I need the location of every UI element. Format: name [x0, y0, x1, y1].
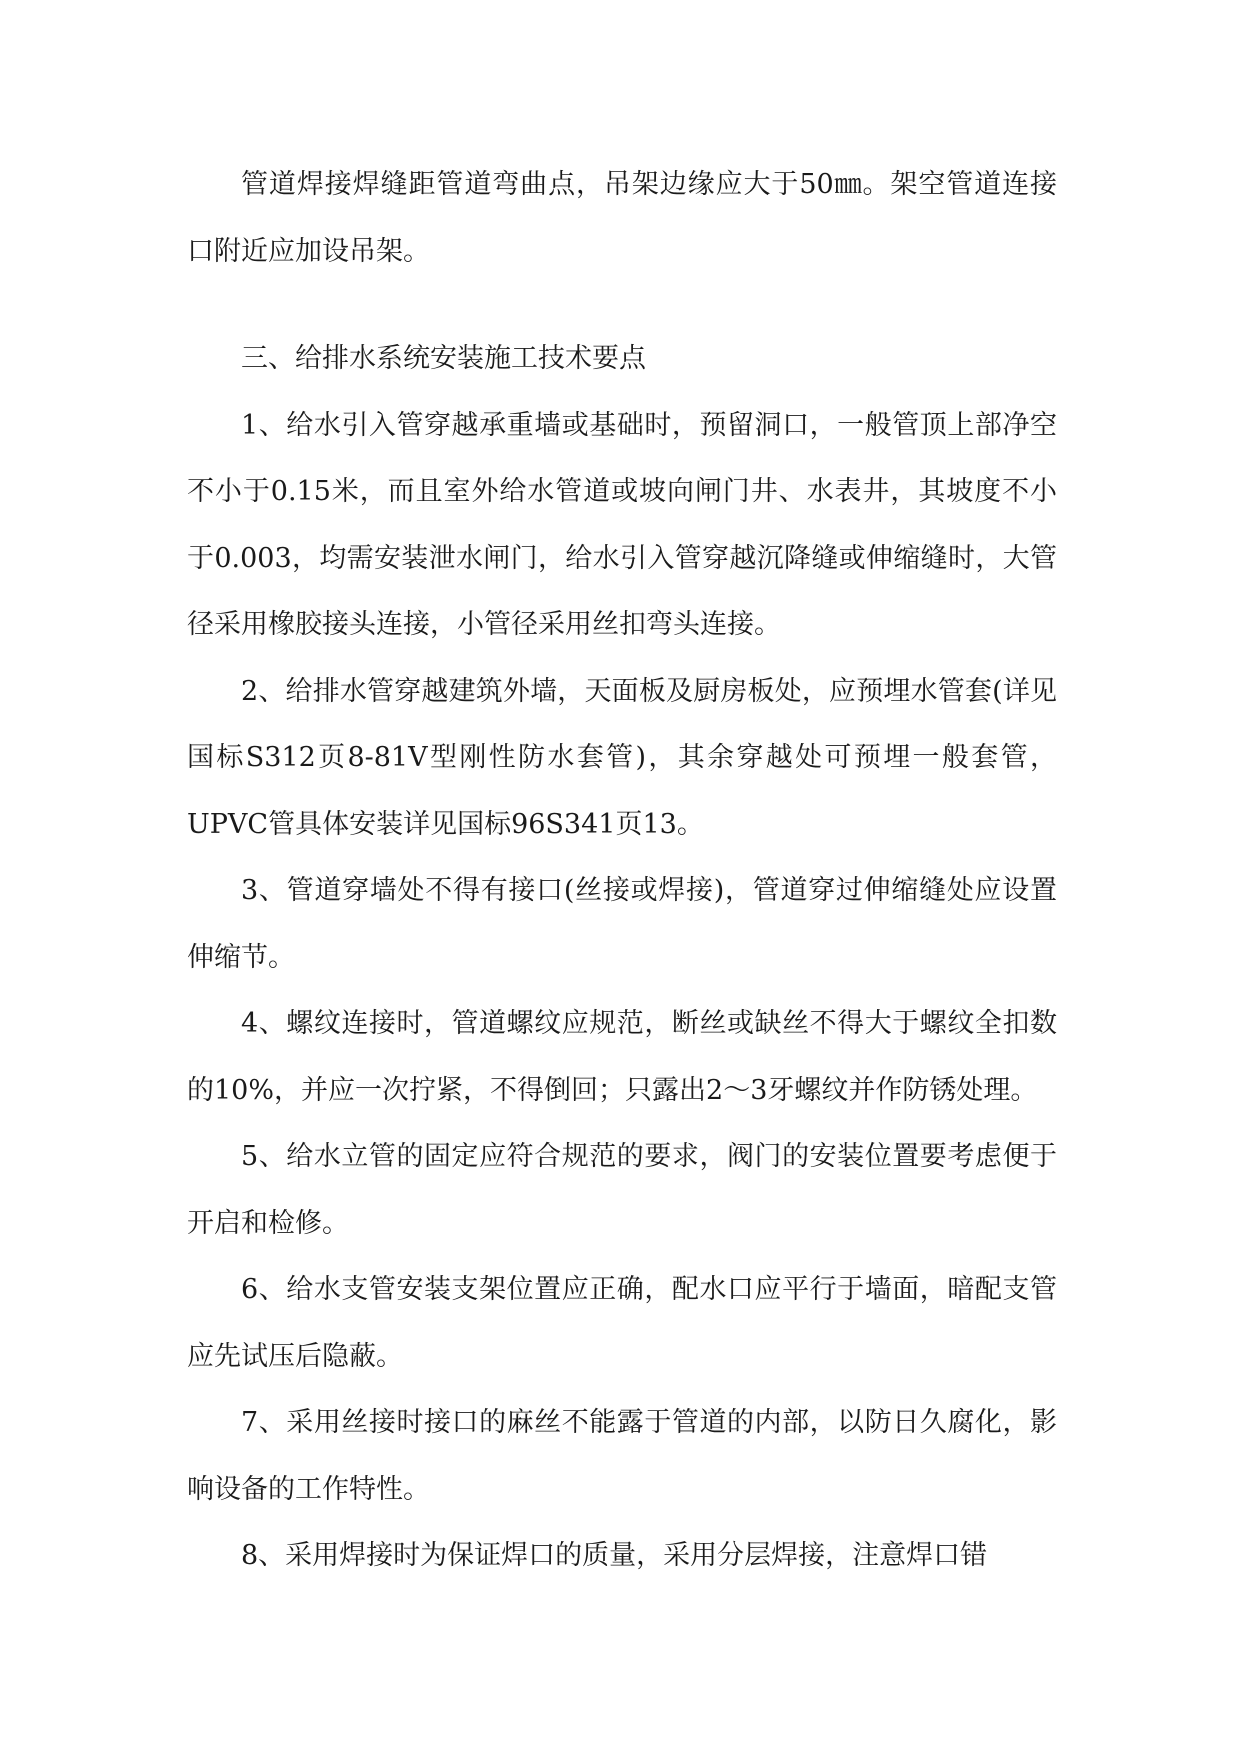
document-body — [187, 152, 1057, 1590]
paragraph-item-4: 4、螺纹连接时，管道螺纹应规范，断丝或缺丝不得大于螺纹全扣数的10%，并应一次拧紧，不得倒回；只露出2～3牙螺纹并作防锈处理。 — [187, 1008, 1057, 1106]
paragraph-item-2: 2、给排水管穿越建筑外墙，天面板及厨房板处，应预埋水管套(详见国标S312页8-81V型刚性防水套管)，其余穿越处可预埋一般套管，UPVC管具体安装详见国标96S341页13。 — [187, 675, 1057, 840]
paragraph-item-6: 6、给水支管安装支架位置应正确，配水口应平行于墙面，暗配支管应先试压后隐蔽。 — [187, 1274, 1057, 1372]
paragraph-item-5: 5、给水立管的固定应符合规范的要求，阀门的安装位置要考虑便于开启和检修。 — [187, 1141, 1057, 1239]
paragraph-item-1: 1、给水引入管穿越承重墙或基础时，预留洞口，一般管顶上部净空不小于0.15米，而且室外给水管道或坡向闸门井、水表井，其坡度不小于0.003，均需安装泄水闸门，给水引入管穿越沉降缝或伸缩缝时，大管径采用橡胶接头连接，小管径采用丝扣弯头连接。 — [187, 409, 1057, 640]
paragraph-item-7: 7、采用丝接时接口的麻丝不能露于管道的内部，以防日久腐化，影响设备的工作特性。 — [187, 1407, 1057, 1505]
paragraph-item-8: 8、采用焊接时为保证焊口的质量，采用分层焊接，注意焊口错 — [241, 1540, 988, 1571]
paragraph-item-3: 3、管道穿墙处不得有接口(丝接或焊接)，管道穿过伸缩缝处应设置伸缩节。 — [187, 875, 1057, 973]
paragraph-weld-distance: 管道焊接焊缝距管道弯曲点，吊架边缘应大于50㎜。架空管道连接口附近应加设吊架。 — [187, 169, 1057, 267]
section-heading-3: 三、给排水系统安装施工技术要点 — [241, 343, 646, 374]
